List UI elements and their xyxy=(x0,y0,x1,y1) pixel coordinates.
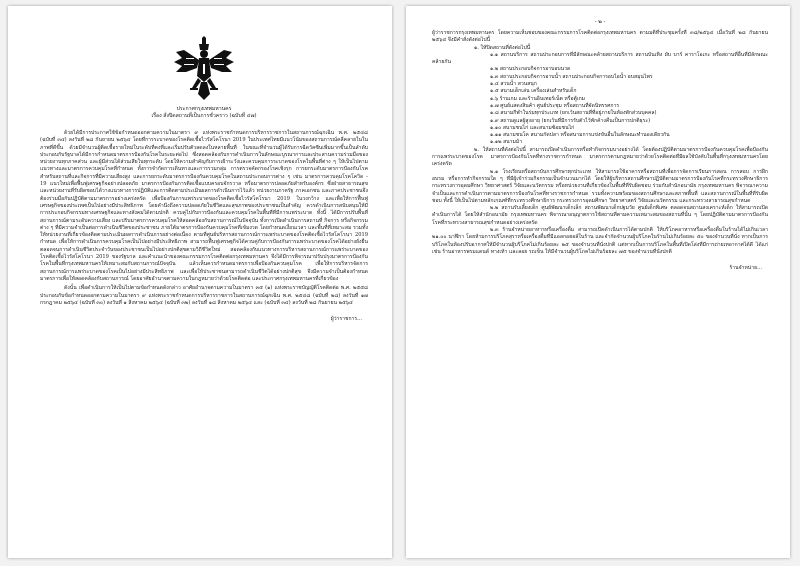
list-item: ๑.๙ สถานดูแลผู้สูงอายุ (ยกเว้นที่มีการรับตัวไว้พักค้างคืนเป็นการปกติธุระ) xyxy=(490,117,651,124)
list-item: ๑.๑๒ สนามม้า xyxy=(490,139,523,146)
order-item-2: ๒. ให้สถานที่ดังต่อไปนี้ สามารถเปิดดำเนินการหรือทำกิจกรรมบางอย่างได้ โดยต้องปฏิบัติตามมาตรการป้องกันควบคุมโรคเพื่อป้องกันการแพร่ระบาดของโรค มาตรการป้องกันโรคที่ทางราชการกำหนด มาตรการตามกฎหมายว่าด้วยโรคติดต่อที่มีผลใช้บังคับในพื้นที่กรุงเทพมหานครโดยเคร่งครัด xyxy=(432,146,768,168)
garuda-emblem-icon xyxy=(172,36,236,102)
order-item-2-1: ๒.๑ โรงเรียนหรือสถาบันการศึกษาทุกประเภท ให้สามารถใช้อาคารหรือสถานที่เพื่อการจัดการเรียนการสอน การสอบ การฝึกอบรม หรือการทำกิจกรรมใด ๆ ที่มีผู้เข้าร่วมกิจกรรมเป็นจำนวนมากได้ โดยให้ผู้บริหารสถานศึกษาปฏิบัติตามมาตรการป้องกันโรคที่กระทรวงศึกษาธิการ กระทรวงการอุดมศึกษา วิทยาศาสตร์ วิจัยและนวัตกรรม หรือหน่วยงานที่เกี่ยวข้องในพื้นที่ที่รับผิดชอบ ร่วมกับสำนักอนามัย กรุงเทพมหานคร พิจารณาความจำเป็นและการดำเนินการตามมาตรการป้องกันโรคที่ทางราชการกำหนด รวมทั้งความพร้อมของสถานศึกษาและสภาพพื้นที่ และสถานการณ์ในพื้นที่ที่รับผิดชอบ ทั้งนี้ ให้เป็นไปตามหลักเกณฑ์ที่กระทรวงศึกษาธิการ กระทรวงการอุดมศึกษา วิทยาศาสตร์ วิจัยและนวัตกรรม และกระทรวงสาธารณสุขกำหนด xyxy=(432,168,768,204)
list-item: ๑.๑๑ สนามชนโค สนามกัดปลา หรือสนามการแข่งขันอื่นในลักษณะทำนองเดียวกัน xyxy=(490,132,670,139)
closure-list xyxy=(432,66,768,146)
order-item-1-1: ๑.๑ สถานบริการ สถานประกอบการที่มีลักษณะคล้ายสถานบริการ สถานบันเทิง ผับ บาร์ คาราโอเกะ หรือสถานที่อื่นที่มีลักษณะคล้ายกัน xyxy=(432,51,768,66)
order-item-2-2: ๒.๒ สถานรับเลี้ยงเด็ก ศูนย์พัฒนาเด็กเล็ก สถานพัฒนาเด็กปฐมวัย ศูนย์เด็กพิเศษ ตลอดจนสถานสงเคราะห์เด็ก ให้สามารถเปิดดำเนินการได้ โดยให้สำนักอนามัย กรุงเทพมหานคร พิจารณาอนุญาตการใช้สถานที่ตามความเหมาะสมของสถานที่นั้น ๆ โดยปฏิบัติตามมาตรการป้องกันโรคที่กระทรวงสาธารณสุขกำหนดอย่างเคร่งครัด xyxy=(432,205,768,226)
document-page-2 xyxy=(406,6,790,558)
order-item-2-3: ๒.๓ ร้านจำหน่ายอาหารหรือเครื่องดื่ม สามารถเปิดดำเนินการได้ตามปกติ ให้บริโภคอาหารหรือเครื่องดื่มในร้านได้ไม่เกินเวลา ๒๑.๐๐ นาฬิกา โดยห้ามการบริโภคสุราหรือเครื่องดื่มที่มีแอลกอฮอล์ในร้าน และจำกัดจำนวนผู้บริโภคในร้านไม่เกินร้อยละ ๕๐ ของจำนวนที่นั่ง หากเป็นการบริโภคในห้องปรับอากาศให้มีจำนวนผู้บริโภคไม่เกินร้อยละ ๒๕ ของจำนวนที่นั่งปกติ แต่หากเป็นการบริโภคในพื้นที่เปิดโล่งที่มีการถ่ายเทอากาศได้ดี ได้แก่ เช่น ร้านอาหารพรมแดนด์ ทางเท้า และลอย รถเข็น ให้มีจำนวนผู้บริโภคไม่เกินร้อยละ ๗๕ ของจำนวนที่นั่งปกติ xyxy=(432,227,768,255)
list-item: ๑.๕ สนามเด็กเล่น เครื่องเล่นสำหรับเด็ก xyxy=(490,88,577,95)
body-paragraph-1: ด้วยได้มีการประกาศใช้ข้อกำหนดออกตามความในมาตรา ๙ แห่งพระราชกำหนดการบริหารราชการในสถานการณ์ฉุกเฉิน พ.ศ. ๒๕๔๘ (ฉบับที่ ๓๔) ลงวันที่ ๒๘ กันยายน ๒๕๖๔ โดยที่การระบาดของโรคติดเชื้อไวรัสโคโรนา 2019 ในประเทศไทยมีแนวโน้มของสถานการณ์คลี่คลายในในภาพที่ดีขึ้น ด้วยมีจำนวนผู้ติดเชื้อรายใหม่ในระดับที่คงที่และเริ่มปรับตัวลดลงในหลายพื้นที่ ในขณะที่จำนวนผู้ได้รับการฉีดวัคซีนเพิ่มมากขึ้นเป็นลำดับ ประกอบกับรัฐบาลได้มีการกำหนดมาตรการป้องกันโรคในระยะต่อไป ซึ่งสอดคล้องกับการดำเนินการในลักษณะบูรณาการและประสานความร่วมมือของหน่วยงานทุกภาคส่วน และผู้มีส่วนได้ส่วนเสียในทุกระดับ โดยให้ความสำคัญกับการเฝ้าระวังและควบคุมการระบาดของโรคในพื้นที่ต่าง ๆ ให้เป็นไปตามแนวทางและมาตรการควบคุมโรคที่กำหนด ทั้งการจำกัดการเดินทางและการรวมกลุ่ม การตรวจคัดกรองโรคเชิงรุก การยกระดับมาตรการป้องกันโรคสำหรับสถานที่และกิจการที่มีความเสี่ยงสูง และการยกระดับมาตรการป้องกันควบคุมโรคในสถานประกอบการต่าง ๆ เช่น มาตรการควบคุมโรคโควิด - 19 แนวใหม่เพื่อฟื้นฟูเศรษฐกิจอย่างปลอดภัย มาตรการป้องกันการติดเชื้อแบบครอบจักรวาล หรือมาตรการปลอดภัยสำหรับองค์กร ซึ่งฝ่ายสาธารณสุขและหน่วยงานที่รับผิดชอบได้วางแนวทางการปฏิบัติและการติดตามประเมินผลการดำเนินการไว้แล้ว หน่วยงานภาครัฐ ภาคเอกชน และภาคประชาชนจึงต้องร่วมมือกันปฏิบัติตามมาตรการอย่างเคร่งครัด เพื่อป้องกันการแพร่ระบาดของโรคติดเชื้อไวรัสโคโรนา 2019 ในวงกว้าง และเพื่อให้การฟื้นฟูเศรษฐกิจของประเทศเป็นไปอย่างมีประสิทธิภาพ โดยคำนึงถึงความปลอดภัยในชีวิตและสุขภาพของประชาชนเป็นสำคัญ ควรดำเนินการสนับสนุนให้มีการประกอบกิจกรรมทางเศรษฐกิจและทางสังคมได้ตามปกติ ควบคู่ไปกับการป้องกันและควบคุมโรคในพื้นที่ที่มีการแพร่ระบาด ทั้งนี้ ได้มีการปรับพื้นที่สถานการณ์ตามระดับความเสี่ยง และปรับมาตรการควบคุมโรคให้สอดคล้องกับสถานการณ์ในปัจจุบัน ทั้งการเปิดดำเนินการสถานที่ กิจการ หรือกิจกรรมต่าง ๆ ที่มีความจำเป็นต่อการดำเนินชีวิตของประชาชน ภายใต้มาตรการป้องกันควบคุมโรคที่เข้มงวด โดยกำหนดเงื่อนเวลา และพื้นที่ที่เหมาะสม รวมทั้งให้หน่วยงานที่เกี่ยวข้องติดตามประเมินผลการดำเนินการอย่างต่อเนื่อง ตามที่ศูนย์บริหารสถานการณ์การแพร่ระบาดของโรคติดเชื้อไวรัสโคโรนา 2019 กำหนด เพื่อให้การดำเนินการควบคุมโรคเป็นไปอย่างมีประสิทธิภาพ สามารถฟื้นฟูเศรษฐกิจได้ควบคู่กับการป้องกันการแพร่ระบาดของโรคได้อย่างยั่งยืน ตลอดจนการดำเนินชีวิตประจำวันของประชาชนเป็นไปอย่างปกติสุขตามวิถีชีวิตใหม่ สอดคล้องกับแนวทางการบริหารสถานการณ์การแพร่ระบาดของโรคติดเชื้อไวรัสโคโรนา 2019 ของรัฐบาล และคำแนะนำของคณะกรรมการโรคติดต่อกรุงเทพมหานคร จึงได้มีการพิจารณาปรับปรุงมาตรการป้องกันโรคในพื้นที่กรุงเทพมหานครให้เหมาะสมกับสถานการณ์ปัจจุบัน แล้วเห็นควรกำหนดมาตรการเพื่อป้องกันควบคุมโรค เพื่อให้การบริหารจัดการสถานการณ์การแพร่ระบาดของโรคเป็นไปอย่างมีประสิทธิภาพ และเพื่อให้ประชาชนสามารถดำเนินชีวิตได้อย่างปกติสุข จึงมีความจำเป็นต้องกำหนดมาตรการเพื่อให้สอดคล้องกับสถานการณ์ โดยอาศัยอำนาจตามความในกฎหมายว่าด้วยโรคติดต่อ และประกาศกรุงเทพมหานครที่เกี่ยวข้อง xyxy=(40,130,368,282)
list-item: ๑.๔ สวนน้ำ สวนสนุก xyxy=(490,81,537,88)
list-item: ๑.๒ สถานประกอบกิจการอาบอบนวด xyxy=(490,66,571,73)
list-item: ๑.๗ ศูนย์แสดงสินค้า ศูนย์ประชุม หรือสถานที่จัดนิทรรศการ xyxy=(490,102,620,109)
list-item: ๑.๑๐ สนามชนไก่ และสนามซ้อมชนไก่ xyxy=(490,124,575,131)
list-item: ๑.๓ สถานประกอบกิจการอาบน้ำ สถานประกอบกิจการอบไอน้ำ อบสมุนไพร xyxy=(490,73,653,80)
document-page-1 xyxy=(8,6,392,558)
continuation-marker: ร้านจำหน่าย... xyxy=(729,265,762,272)
announcement-subject: เรื่อง สั่งปิดสถานที่เป็นการชั่วคราว (ฉบับที่ ๔๗) xyxy=(151,113,257,119)
list-item: ๑.๖ ร้านเกม และร้านอินเทอร์เน็ต หรือตู้เกม xyxy=(490,95,586,102)
announcement-issuer: ประกาศกรุงเทพมหานคร xyxy=(176,106,232,112)
continuation-marker: ผู้ว่าราชการ... xyxy=(330,316,362,323)
order-item-1: ๑. ให้ปิดสถานที่ดังต่อไปนี้ xyxy=(474,44,531,51)
page-number: - ๒ - xyxy=(594,19,606,25)
order-intro: ผู้ว่าราชการกรุงเทพมหานคร โดยความเห็นชอบของคณะกรรมการโรคติดต่อกรุงเทพมหานคร ตามมติที่ประชุมครั้งที่ ๓๘/๒๕๖๔ เมื่อวันที่ ๒๘ กันยายน ๒๕๖๔ จึงมีคำสั่งดังต่อไปนี้ xyxy=(432,30,768,44)
body-paragraph-2: ดังนั้น เพื่อดำเนินการให้เป็นไปตามข้อกำหนดดังกล่าว อาศัยอำนาจตามความในมาตรา ๓๕ (๑) แห่งพระราชบัญญัติโรคติดต่อ พ.ศ. ๒๕๕๘ ประกอบกับข้อกำหนดออกตามความในมาตรา ๙ แห่งพระราชกำหนดการบริหารราชการในสถานการณ์ฉุกเฉิน พ.ศ. ๒๕๔๘ (ฉบับที่ ๒๘) ลงวันที่ ๑๗ กรกฎาคม ๒๕๖๔ (ฉบับที่ ๓๐) ลงวันที่ ๑ สิงหาคม ๒๕๖๔ (ฉบับที่ ๓๒) ลงวันที่ ๑๘ สิงหาคม ๒๕๖๔ และ (ฉบับที่ ๓๔) ลงวันที่ ๒๘ กันยายน ๒๕๖๔ xyxy=(40,285,368,306)
list-item: ๑.๘ สนามกีฬาในร่มทุกประเภท (ยกเว้นสถานที่ที่อยู่ภายในห้องพักส่วนบุคคล) xyxy=(490,110,657,117)
